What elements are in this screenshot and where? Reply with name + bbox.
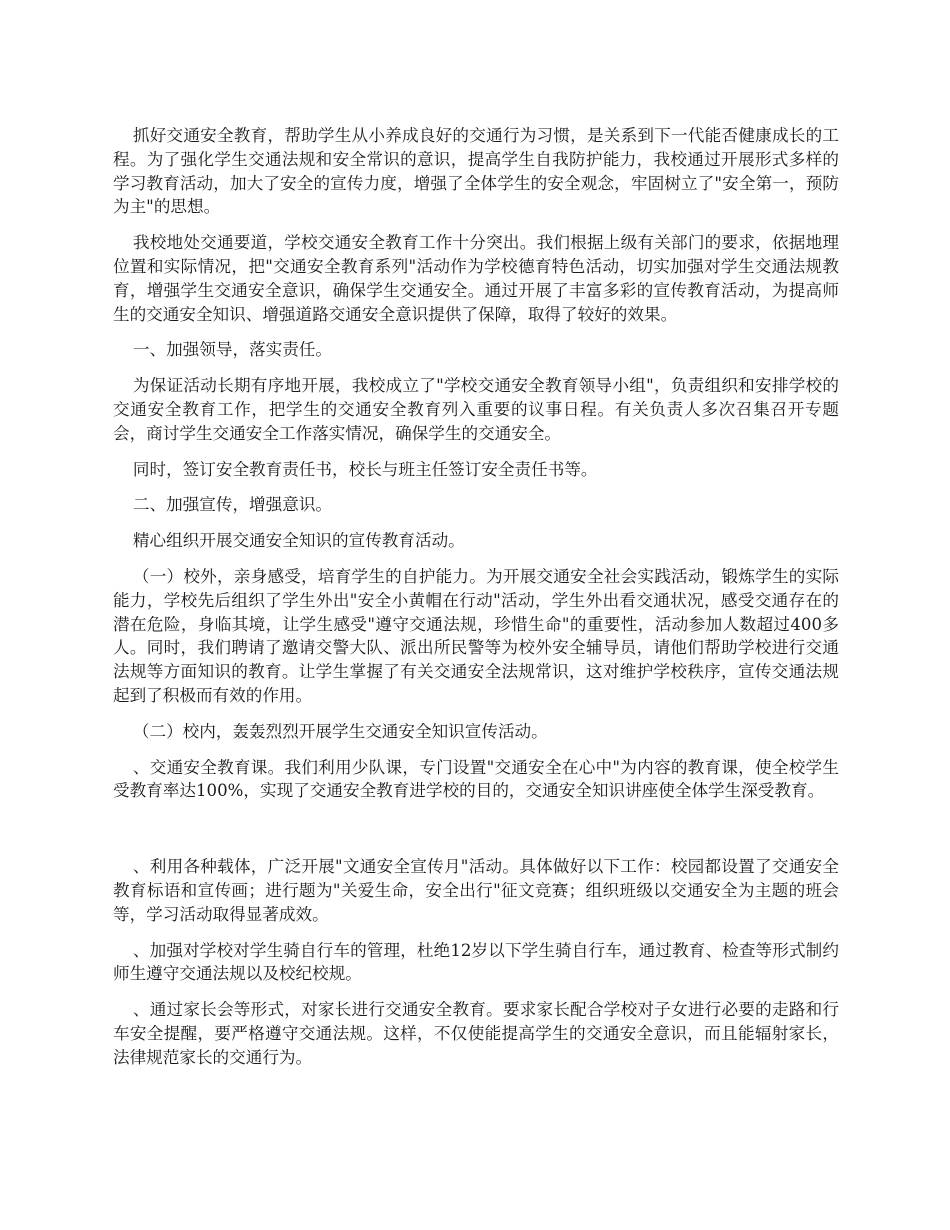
paragraph: 、利用各种载体，广泛开展"文通安全宣传月"活动。具体做好以下工作：校园都设置了交通安全教育标语和宣传画；进行题为"关爱生命，安全出行"征文竞赛；组织班级以交通安全为主题的班会等，学习活动取得显著成效。	[113, 857, 839, 924]
paragraph: 我校地处交通要道，学校交通安全教育工作十分突出。我们根据上级有关部门的要求，依据地理位置和实际情况，把"交通安全教育系列"活动作为学校德育特色活动，切实加强对学生交通法规教育，增强学生交通安全意识，确保学生交通安全。通过开展了丰富多彩的宣传教育活动，为提高师生的交通安全知识、增强道路交通安全意识提供了保障，取得了较好的效果。	[113, 233, 839, 324]
paragraph: 为保证活动长期有序地开展，我校成立了"学校交通安全教育领导小组"，负责组织和安排学校的交通安全教育工作，把学生的交通安全教育列入重要的议事日程。有关负责人多次召集召开专题会，商讨学生交通安全工作落实情况，确保学生的交通安全。	[113, 376, 839, 443]
paragraph: 、交通安全教育课。我们利用少队课，专门设置"交通安全在心中"为内容的教育课，使全校学生受教育率达100%，实现了交通安全教育进学校的目的，交通安全知识讲座使全体学生深受教育。	[113, 757, 839, 801]
section-heading: 二、加强宣传，增强意识。	[132, 495, 333, 515]
blank-line	[113, 815, 839, 843]
paragraph: 同时，签订安全教育责任书，校长与班主任签订安全责任书等。	[132, 459, 598, 479]
section-heading: 一、加强领导，落实责任。	[132, 340, 333, 360]
subsection-heading: （二）校内，轰轰烈烈开展学生交通安全知识宣传活动。	[132, 721, 548, 741]
paragraph: （一）校外，亲身感受，培育学生的自护能力。为开展交通安全社会实践活动，锻炼学生的实际能力，学校先后组织了学生外出"安全小黄帽在行动"活动，学生外出看交通状况，感受交通存在的潜在危险，身临其境，让学生感受"遵守交通法规，珍惜生命"的重要性，活动参加人数超过400多人。同时，我们聘请了邀请交警大队、派出所民警等为校外安全辅导员，请他们帮助学校进行交通法规等方面知识的教育。让学生掌握了有关交通安全法规常识，这对维护学校秩序，宣传交通法规起到了积极而有效的作用。	[113, 566, 839, 705]
paragraph: 、通过家长会等形式，对家长进行交通安全教育。要求家长配合学校对子女进行必要的走路和行车安全提醒，要严格遵守交通法规。这样，不仅使能提高学生的交通安全意识，而且能辐射家长，法律规范家长的交通行为。	[113, 1000, 839, 1067]
paragraph: 抓好交通安全教育，帮助学生从小养成良好的交通行为习惯，是关系到下一代能否健康成长的工程。为了强化学生交通法规和安全常识的意识，提高学生自我防护能力，我校通过开展形式多样的学习教育活动，加大了安全的宣传力度，增强了全体学生的安全观念，牢固树立了"安全第一，预防为主"的思想。	[113, 126, 839, 217]
paragraph: 、加强对学校对学生骑自行车的管理，杜绝12岁以下学生骑自行车，通过教育、检查等形式制约师生遵守交通法规以及校纪校规。	[113, 940, 839, 984]
paragraph: 精心组织开展交通安全知识的宣传教育活动。	[132, 531, 465, 551]
document-body	[113, 124, 839, 1082]
